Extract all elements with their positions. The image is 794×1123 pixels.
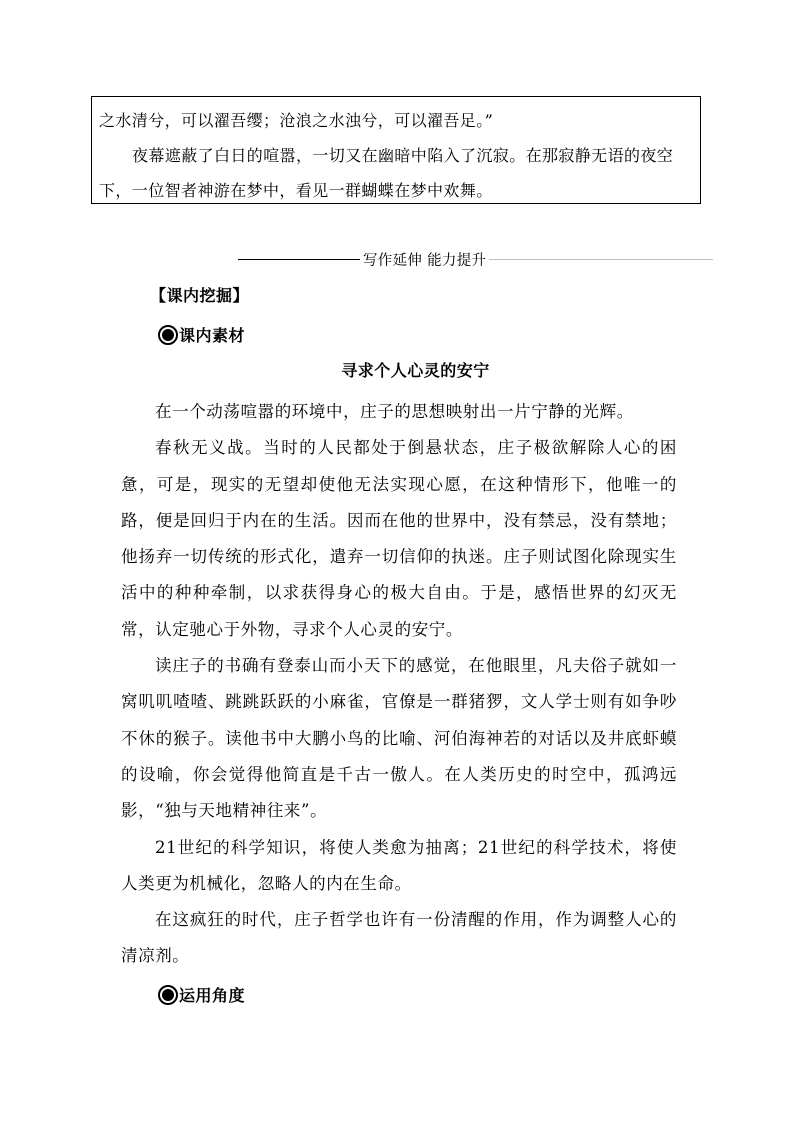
circle-bullet-icon — [158, 325, 178, 345]
excerpt-line: 之水清兮，可以濯吾缨；沧浪之水浊兮，可以濯吾足。” — [99, 111, 494, 130]
usage-heading-label: 运用角度 — [179, 986, 246, 1005]
excerpt-box — [91, 96, 701, 204]
subsection-heading: 【课内挖掘】 — [150, 286, 250, 305]
section-divider — [238, 248, 713, 270]
essay-paragraph: 21世纪的科学知识，将使人类愈为抽离；21世纪的科学技术，将使人类更为机械化，忽略人的内在生命。 — [121, 837, 677, 893]
section-divider-label: 写作延伸 能力提升 — [363, 252, 487, 269]
essay-title: 寻求个人心灵的安宁 — [341, 361, 490, 380]
essay-paragraph: 在这疯狂的时代，庄子哲学也许有一份清醒的作用，作为调整人心的清凉剂。 — [121, 910, 677, 966]
divider-rule-right — [489, 259, 713, 260]
essay-body — [121, 394, 677, 975]
essay-paragraph: 春秋无义战。当时的人民都处于倒悬状态，庄子极欲解除人心的困惫，可是，现实的无望却使他无法实现心愿，在这种情形下，他唯一的路，便是回归于内在的生活。因而在他的世界中，没有禁忌，没有禁地；他扬弃一切传统的形式化，遣弃一切信仰的执迷。庄子则试图化除现实生活中的种种牵制，以求获得身心的极大自由。于是，感悟世界的幻灭无常，认定驰心于外物，寻求个人心灵的安宁。 — [121, 438, 677, 639]
divider-rule-left — [238, 259, 360, 260]
essay-paragraph: 在一个动荡喧嚣的环境中，庄子的思想映射出一片宁静的光辉。 — [155, 402, 634, 421]
excerpt-paragraph: 夜幕遮蔽了白日的喧嚣，一切又在幽暗中陷入了沉寂。在那寂静无语的夜空下，一位智者神游在梦中，看见一群蝴蝶在梦中欢舞。 — [99, 146, 674, 200]
circle-bullet-icon — [158, 985, 178, 1005]
usage-heading — [158, 983, 245, 1006]
material-heading — [158, 323, 245, 346]
essay-paragraph: 读庄子的书确有登泰山而小天下的感觉，在他眼里，凡夫俗子就如一窝叽叽喳喳、跳跳跃跃的小麻雀，官僚是一群猪猡，文人学士则有如争吵不休的猴子。读他书中大鹏小鸟的比喻、河伯海神若的对话以及井底虾蟆的设喻，你会觉得他简直是千古一傲人。在人类历史的时空中，孤鸿远影，“独与天地精神往来”。 — [121, 656, 677, 821]
material-heading-label: 课内素材 — [179, 326, 246, 345]
